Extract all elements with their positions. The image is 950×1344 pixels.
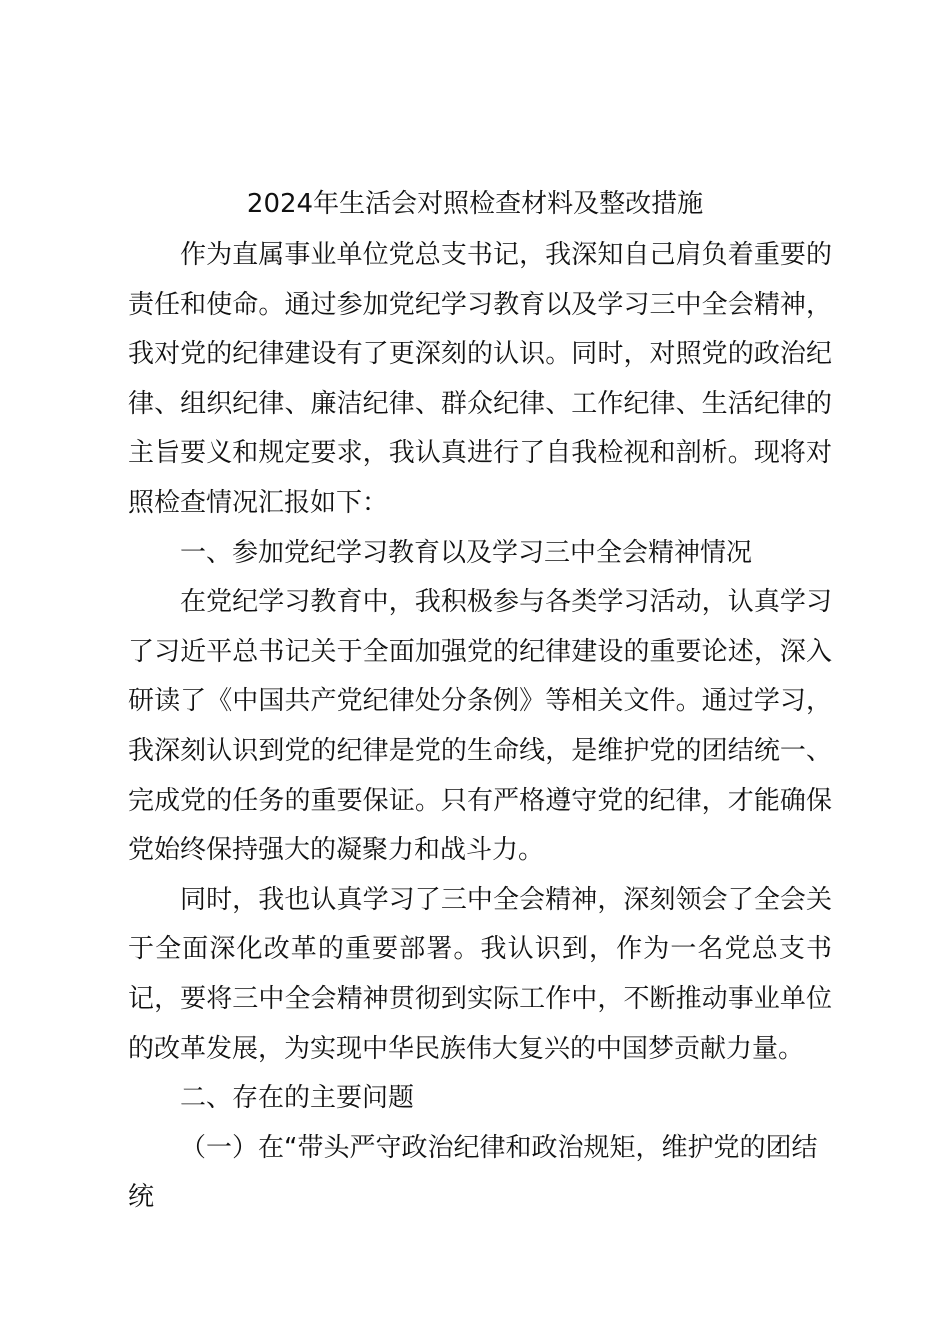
document-body — [128, 231, 832, 1223]
document-title: 2024年生活会对照检查材料及整改措施 — [246, 189, 704, 219]
section-heading-2: 二、存在的主要问题 — [180, 1083, 415, 1114]
subsection-heading-1: （一）在“带头严守政治纪律和政治规矩，维护党的团结统 — [128, 1132, 818, 1213]
study-paragraph: 在党纪学习教育中，我积极参与各类学习活动，认真学习了习近平总书记关于全面加强党的纪律建设的重要论述，深入研读了《中国共产党纪律处分条例》等相关文件。通过学习，我深刻认识到党的纪律是党的生命线，是维护党的团结统一、完成党的任务的重要保证。只有严格遵守党的纪律，才能确保党始终保持强大的凝聚力和战斗力。 — [128, 587, 832, 866]
intro-paragraph: 作为直属事业单位党总支书记，我深知自己肩负着重要的责任和使命。通过参加党纪学习教育以及学习三中全会精神，我对党的纪律建设有了更深刻的认识。同时，对照党的政治纪律、组织纪律、廉洁纪律、群众纪律、工作纪律、生活纪律的主旨要义和规定要求，我认真进行了自我检视和剖析。现将对照检查情况汇报如下： — [128, 240, 832, 518]
section-heading-1: 一、参加党纪学习教育以及学习三中全会精神情况 — [180, 537, 753, 568]
plenum-paragraph: 同时，我也认真学习了三中全会精神，深刻领会了全会关于全面深化改革的重要部署。我认识到，作为一名党总支书记，要将三中全会精神贯彻到实际工作中，不断推动事业单位的改革发展，为实现中华民族伟大复兴的中国梦贡献力量。 — [128, 884, 832, 1064]
